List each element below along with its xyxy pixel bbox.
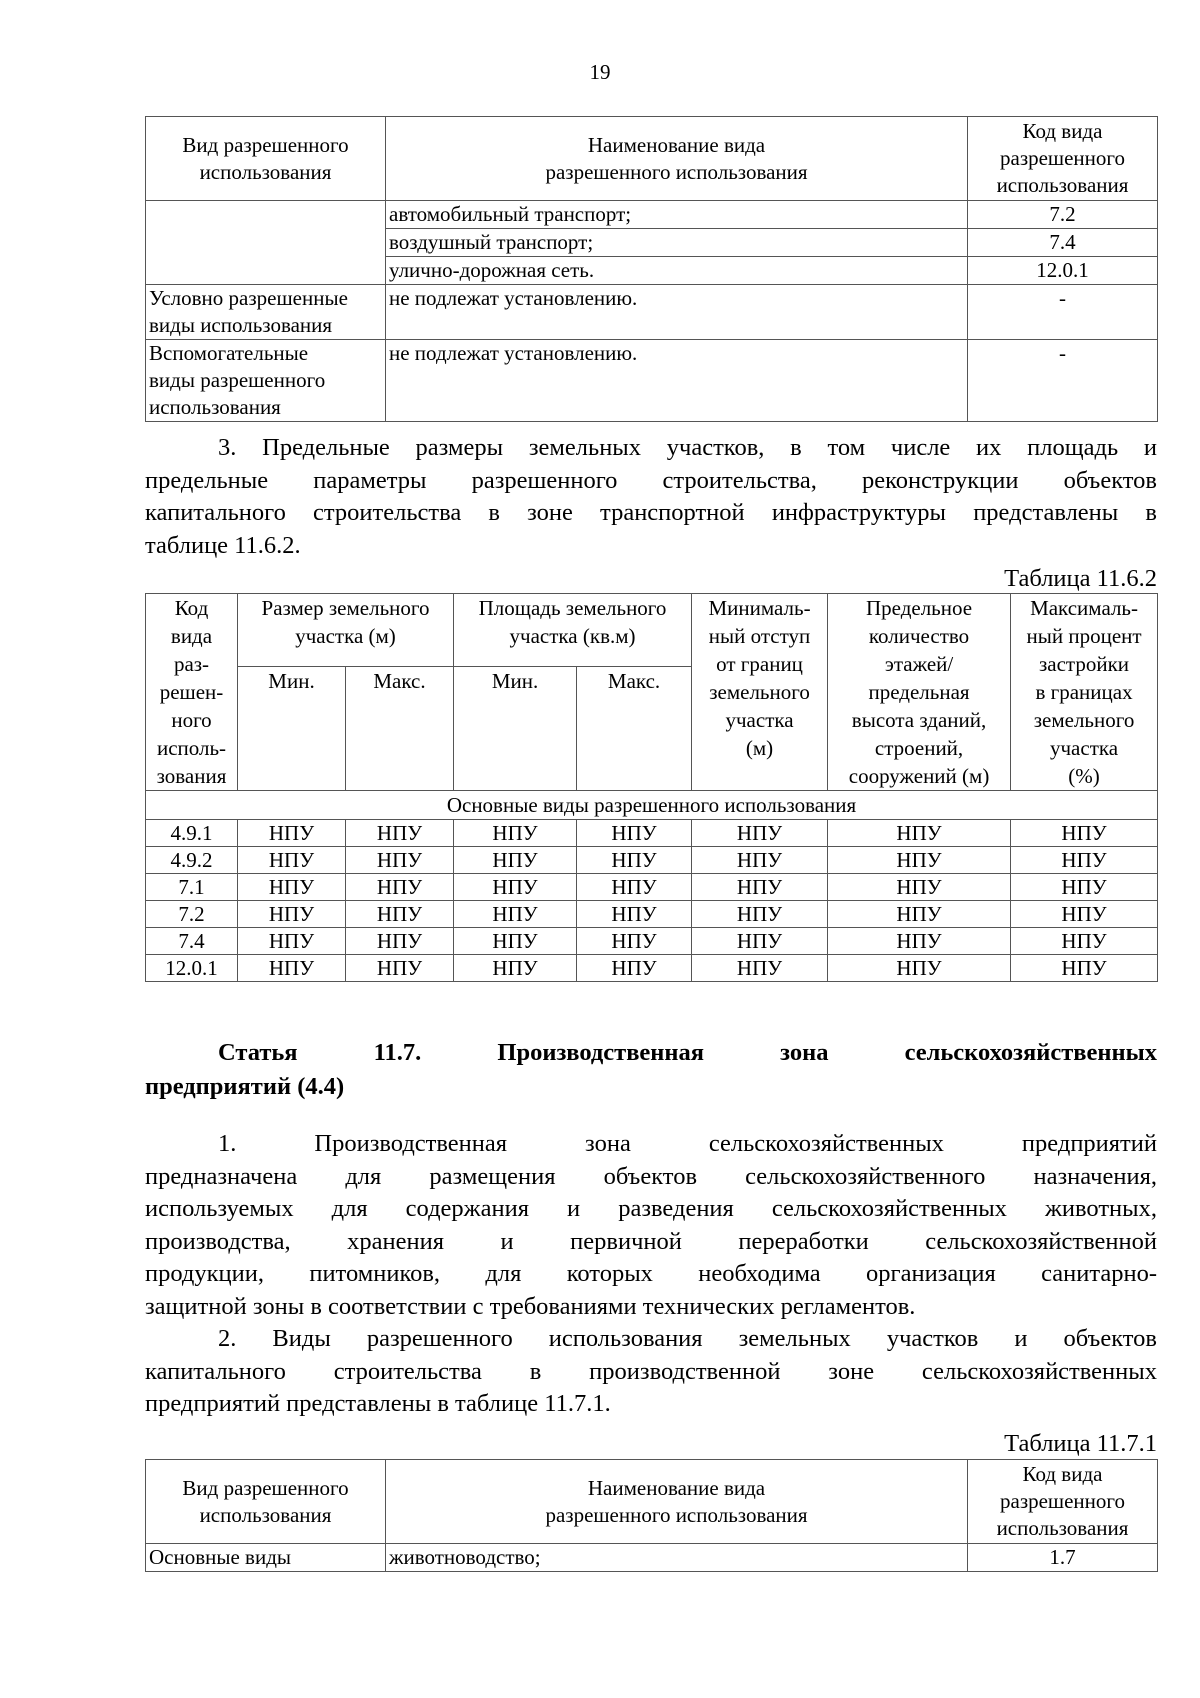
header-code: Код вида разрешенного использования xyxy=(968,1460,1158,1544)
value-cell: НПУ xyxy=(828,874,1011,901)
header-size-max: Макс. xyxy=(346,666,454,790)
type-cell: Вспомогательные виды разрешенного использования xyxy=(146,340,386,422)
value-cell: НПУ xyxy=(1011,820,1158,847)
value-cell: НПУ xyxy=(828,820,1011,847)
header-type: Вид разрешенного использования xyxy=(146,117,386,201)
code-cell: 7.4 xyxy=(146,928,238,955)
value-cell: НПУ xyxy=(454,874,577,901)
value-cell: НПУ xyxy=(577,820,692,847)
value-cell: НПУ xyxy=(346,928,454,955)
value-cell: НПУ xyxy=(238,847,346,874)
code-cell: 12.0.1 xyxy=(968,257,1158,285)
name-cell: автомобильный транспорт; xyxy=(386,201,968,229)
header-name: Наименование вида разрешенного использования xyxy=(386,117,968,201)
value-cell: НПУ xyxy=(454,928,577,955)
table-row xyxy=(146,955,1158,982)
value-cell: НПУ xyxy=(1011,955,1158,982)
value-cell: НПУ xyxy=(454,820,577,847)
land-parameters-table xyxy=(145,593,1158,982)
value-cell: НПУ xyxy=(346,874,454,901)
value-cell: НПУ xyxy=(828,847,1011,874)
code-cell: 7.2 xyxy=(968,201,1158,229)
header-floors: Предельное количество этажей/ предельная высота зданий, строений, сооружений (м) xyxy=(828,594,1011,791)
table-caption-11-7-1: Таблица 11.7.1 xyxy=(1004,1430,1157,1457)
value-cell: НПУ xyxy=(238,928,346,955)
value-cell: НПУ xyxy=(577,874,692,901)
value-cell: НПУ xyxy=(828,928,1011,955)
code-cell: 1.7 xyxy=(968,1544,1158,1572)
code-cell: 4.9.2 xyxy=(146,847,238,874)
value-cell: НПУ xyxy=(577,955,692,982)
value-cell: НПУ xyxy=(692,901,828,928)
code-cell: 7.1 xyxy=(146,874,238,901)
value-cell: НПУ xyxy=(692,847,828,874)
article-heading xyxy=(145,1036,1157,1104)
value-cell: НПУ xyxy=(454,955,577,982)
table-row xyxy=(146,847,1158,874)
table-row xyxy=(146,820,1158,847)
table-caption-11-6-2: Таблица 11.6.2 xyxy=(1004,565,1157,592)
value-cell: НПУ xyxy=(1011,847,1158,874)
header-area: Площадь земельного участка (кв.м) xyxy=(454,594,692,667)
article-heading-line1: Статья 11.7. Производственная зона сельскохозяйственных xyxy=(218,1039,1158,1066)
value-cell: НПУ xyxy=(828,901,1011,928)
name-cell: не подлежат установлению. xyxy=(386,285,968,340)
value-cell: НПУ xyxy=(238,955,346,982)
header-size-min: Мин. xyxy=(238,666,346,790)
value-cell: НПУ xyxy=(828,955,1011,982)
table-row xyxy=(146,340,1158,422)
header-area-min: Мин. xyxy=(454,666,577,790)
value-cell: НПУ xyxy=(692,955,828,982)
value-cell: НПУ xyxy=(1011,901,1158,928)
code-cell: 7.4 xyxy=(968,229,1158,257)
name-cell: улично-дорожная сеть. xyxy=(386,257,968,285)
code-cell: 4.9.1 xyxy=(146,820,238,847)
value-cell: НПУ xyxy=(577,928,692,955)
header-code: Код вида разрешенного использования xyxy=(968,117,1158,201)
type-cell-empty xyxy=(146,201,386,285)
name-cell: животноводство; xyxy=(386,1544,968,1572)
header-area-max: Макс. xyxy=(577,666,692,790)
paragraph-3: 3. Предельные размеры земельных участков, в том числе их площадь и предельные параметры разрешенного строительства, реконструкции объектов капитального строительства в зоне транспортной инфраструктуры представлены в таблице 11.6.2. xyxy=(145,434,1157,559)
value-cell: НПУ xyxy=(346,955,454,982)
value-cell: НПУ xyxy=(577,847,692,874)
code-cell: 12.0.1 xyxy=(146,955,238,982)
article-heading-line2: предприятий (4.4) xyxy=(145,1073,345,1100)
table-row xyxy=(146,285,1158,340)
header-type: Вид разрешенного использования xyxy=(146,1460,386,1544)
page-number: 19 xyxy=(589,60,611,84)
name-cell: не подлежат установлению. xyxy=(386,340,968,422)
type-cell: Основные виды xyxy=(146,1544,386,1572)
value-cell: НПУ xyxy=(692,928,828,955)
table-row xyxy=(146,874,1158,901)
header-code: Код вида раз- решен- ного исполь- зования xyxy=(146,594,238,791)
code-cell: - xyxy=(968,340,1158,422)
permitted-use-table-top xyxy=(145,116,1158,422)
code-cell: 7.2 xyxy=(146,901,238,928)
header-percent: Максималь- ный процент застройки в границах земельного участка (%) xyxy=(1011,594,1158,791)
table-header-row xyxy=(146,117,1158,201)
value-cell: НПУ xyxy=(238,901,346,928)
value-cell: НПУ xyxy=(1011,928,1158,955)
type-cell: Условно разрешенные виды использования xyxy=(146,285,386,340)
table-row xyxy=(146,1544,1158,1572)
header-name: Наименование вида разрешенного использования xyxy=(386,1460,968,1544)
code-cell: - xyxy=(968,285,1158,340)
section-title: Основные виды разрешенного использования xyxy=(146,791,1158,820)
value-cell: НПУ xyxy=(692,874,828,901)
table-header-row xyxy=(146,594,1158,667)
value-cell: НПУ xyxy=(577,901,692,928)
table-row xyxy=(146,201,1158,229)
header-size: Размер земельного участка (м) xyxy=(238,594,454,667)
value-cell: НПУ xyxy=(1011,874,1158,901)
value-cell: НПУ xyxy=(454,847,577,874)
value-cell: НПУ xyxy=(692,820,828,847)
header-offset: Минималь- ный отступ от границ земельного участка (м) xyxy=(692,594,828,791)
value-cell: НПУ xyxy=(346,820,454,847)
table-row xyxy=(146,928,1158,955)
section-row xyxy=(146,791,1158,820)
value-cell: НПУ xyxy=(238,820,346,847)
permitted-use-table-bottom xyxy=(145,1459,1158,1572)
value-cell: НПУ xyxy=(346,901,454,928)
paragraph-1: 1. Производственная зона сельскохозяйственных предприятий предназначена для размещения объектов сельскохозяйственного назначения, используемых для содержания и разведения сельскохозяйственных животных, производства, хранения и первичной переработки сельскохозяйственной продукции, питомников, для которых необходима организация санитарно- защитной зоны в соответствии с требованиями технических регламентов. xyxy=(145,1130,1157,1320)
value-cell: НПУ xyxy=(346,847,454,874)
name-cell: воздушный транспорт; xyxy=(386,229,968,257)
table-header-row xyxy=(146,1460,1158,1544)
table-row xyxy=(146,901,1158,928)
paragraph-2: 2. Виды разрешенного использования земельных участков и объектов капитального строительства в производственной зоне сельскохозяйственных предприятий представлены в таблице 11.7.1. xyxy=(145,1325,1157,1417)
value-cell: НПУ xyxy=(454,901,577,928)
value-cell: НПУ xyxy=(238,874,346,901)
